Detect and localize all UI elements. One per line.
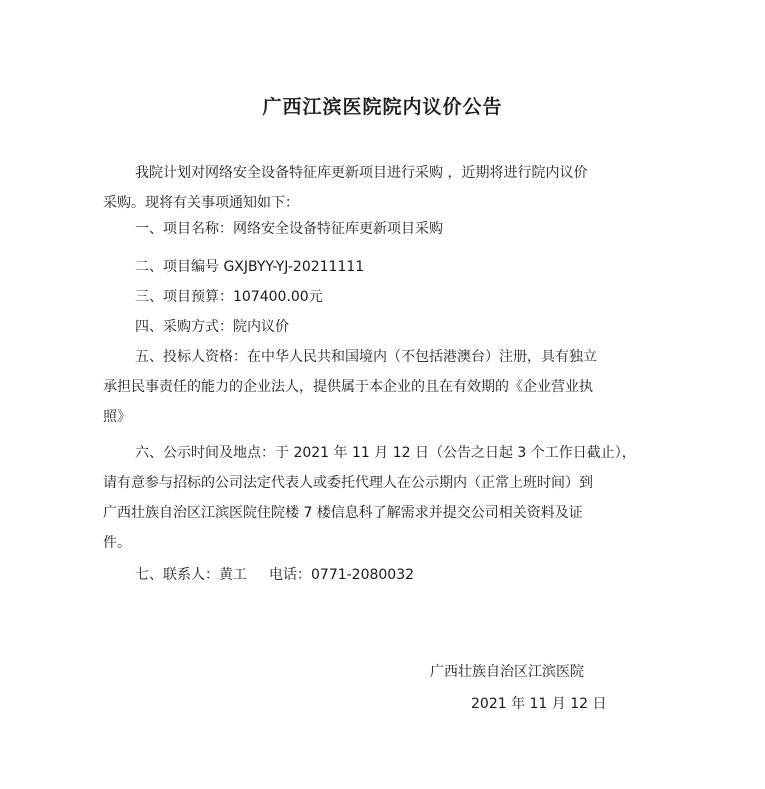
intro-line-1: 我院计划对网络安全设备特征库更新项目进行采购 ，近期将进行院内议价 xyxy=(135,165,588,181)
item-notice-line-4: 件。 xyxy=(103,535,131,551)
item-contact xyxy=(103,560,663,590)
contact-phone: 电话：0771-2080032 xyxy=(269,567,415,583)
signature-org: 广西壮族自治区江滨医院 xyxy=(430,664,584,680)
intro-line-2: 采购。现将有关事项通知如下： xyxy=(103,195,299,211)
items-block-2 xyxy=(103,252,663,590)
item-qualification-line-2: 承担民事责任的能力的企业法人，提供属于本企业的且在有效期的《企业营业执 xyxy=(103,379,593,395)
announcement-body xyxy=(103,158,663,218)
item-notice-line-1: 六、公示时间及地点：于 2021 年 11 月 12 日（公告之日起 3 个工作日截止）， xyxy=(135,445,636,461)
items-block-1 xyxy=(103,214,663,244)
item-notice-line-3: 广西壮族自治区江滨医院住院楼 7 楼信息科了解需求并提交公司相关资料及证 xyxy=(103,505,583,521)
contact-person: 七、联系人：黄工 xyxy=(135,567,247,583)
item-project-budget: 三、项目预算：107400.00元 xyxy=(135,289,323,305)
item-project-code: 二、项目编号 GXJBYY-YJ-20211111 xyxy=(135,259,365,275)
item-qualification-line-1: 五、投标人资格：在中华人民共和国境内（不包括港澳台）注册，具有独立 xyxy=(135,349,597,365)
item-procurement-method: 四、采购方式：院内议价 xyxy=(135,319,289,335)
announcement-title: 广西江滨医院院内议价公告 xyxy=(262,96,503,118)
signature-date: 2021 年 11 月 12 日 xyxy=(471,696,607,712)
item-notice-line-2: 请有意参与招标的公司法定代表人或委托代理人在公示期内（正常上班时间）到 xyxy=(103,475,593,491)
item-qualification-line-3: 照》 xyxy=(103,409,131,425)
item-project-name: 一、项目名称：网络安全设备特征库更新项目采购 xyxy=(135,221,443,237)
